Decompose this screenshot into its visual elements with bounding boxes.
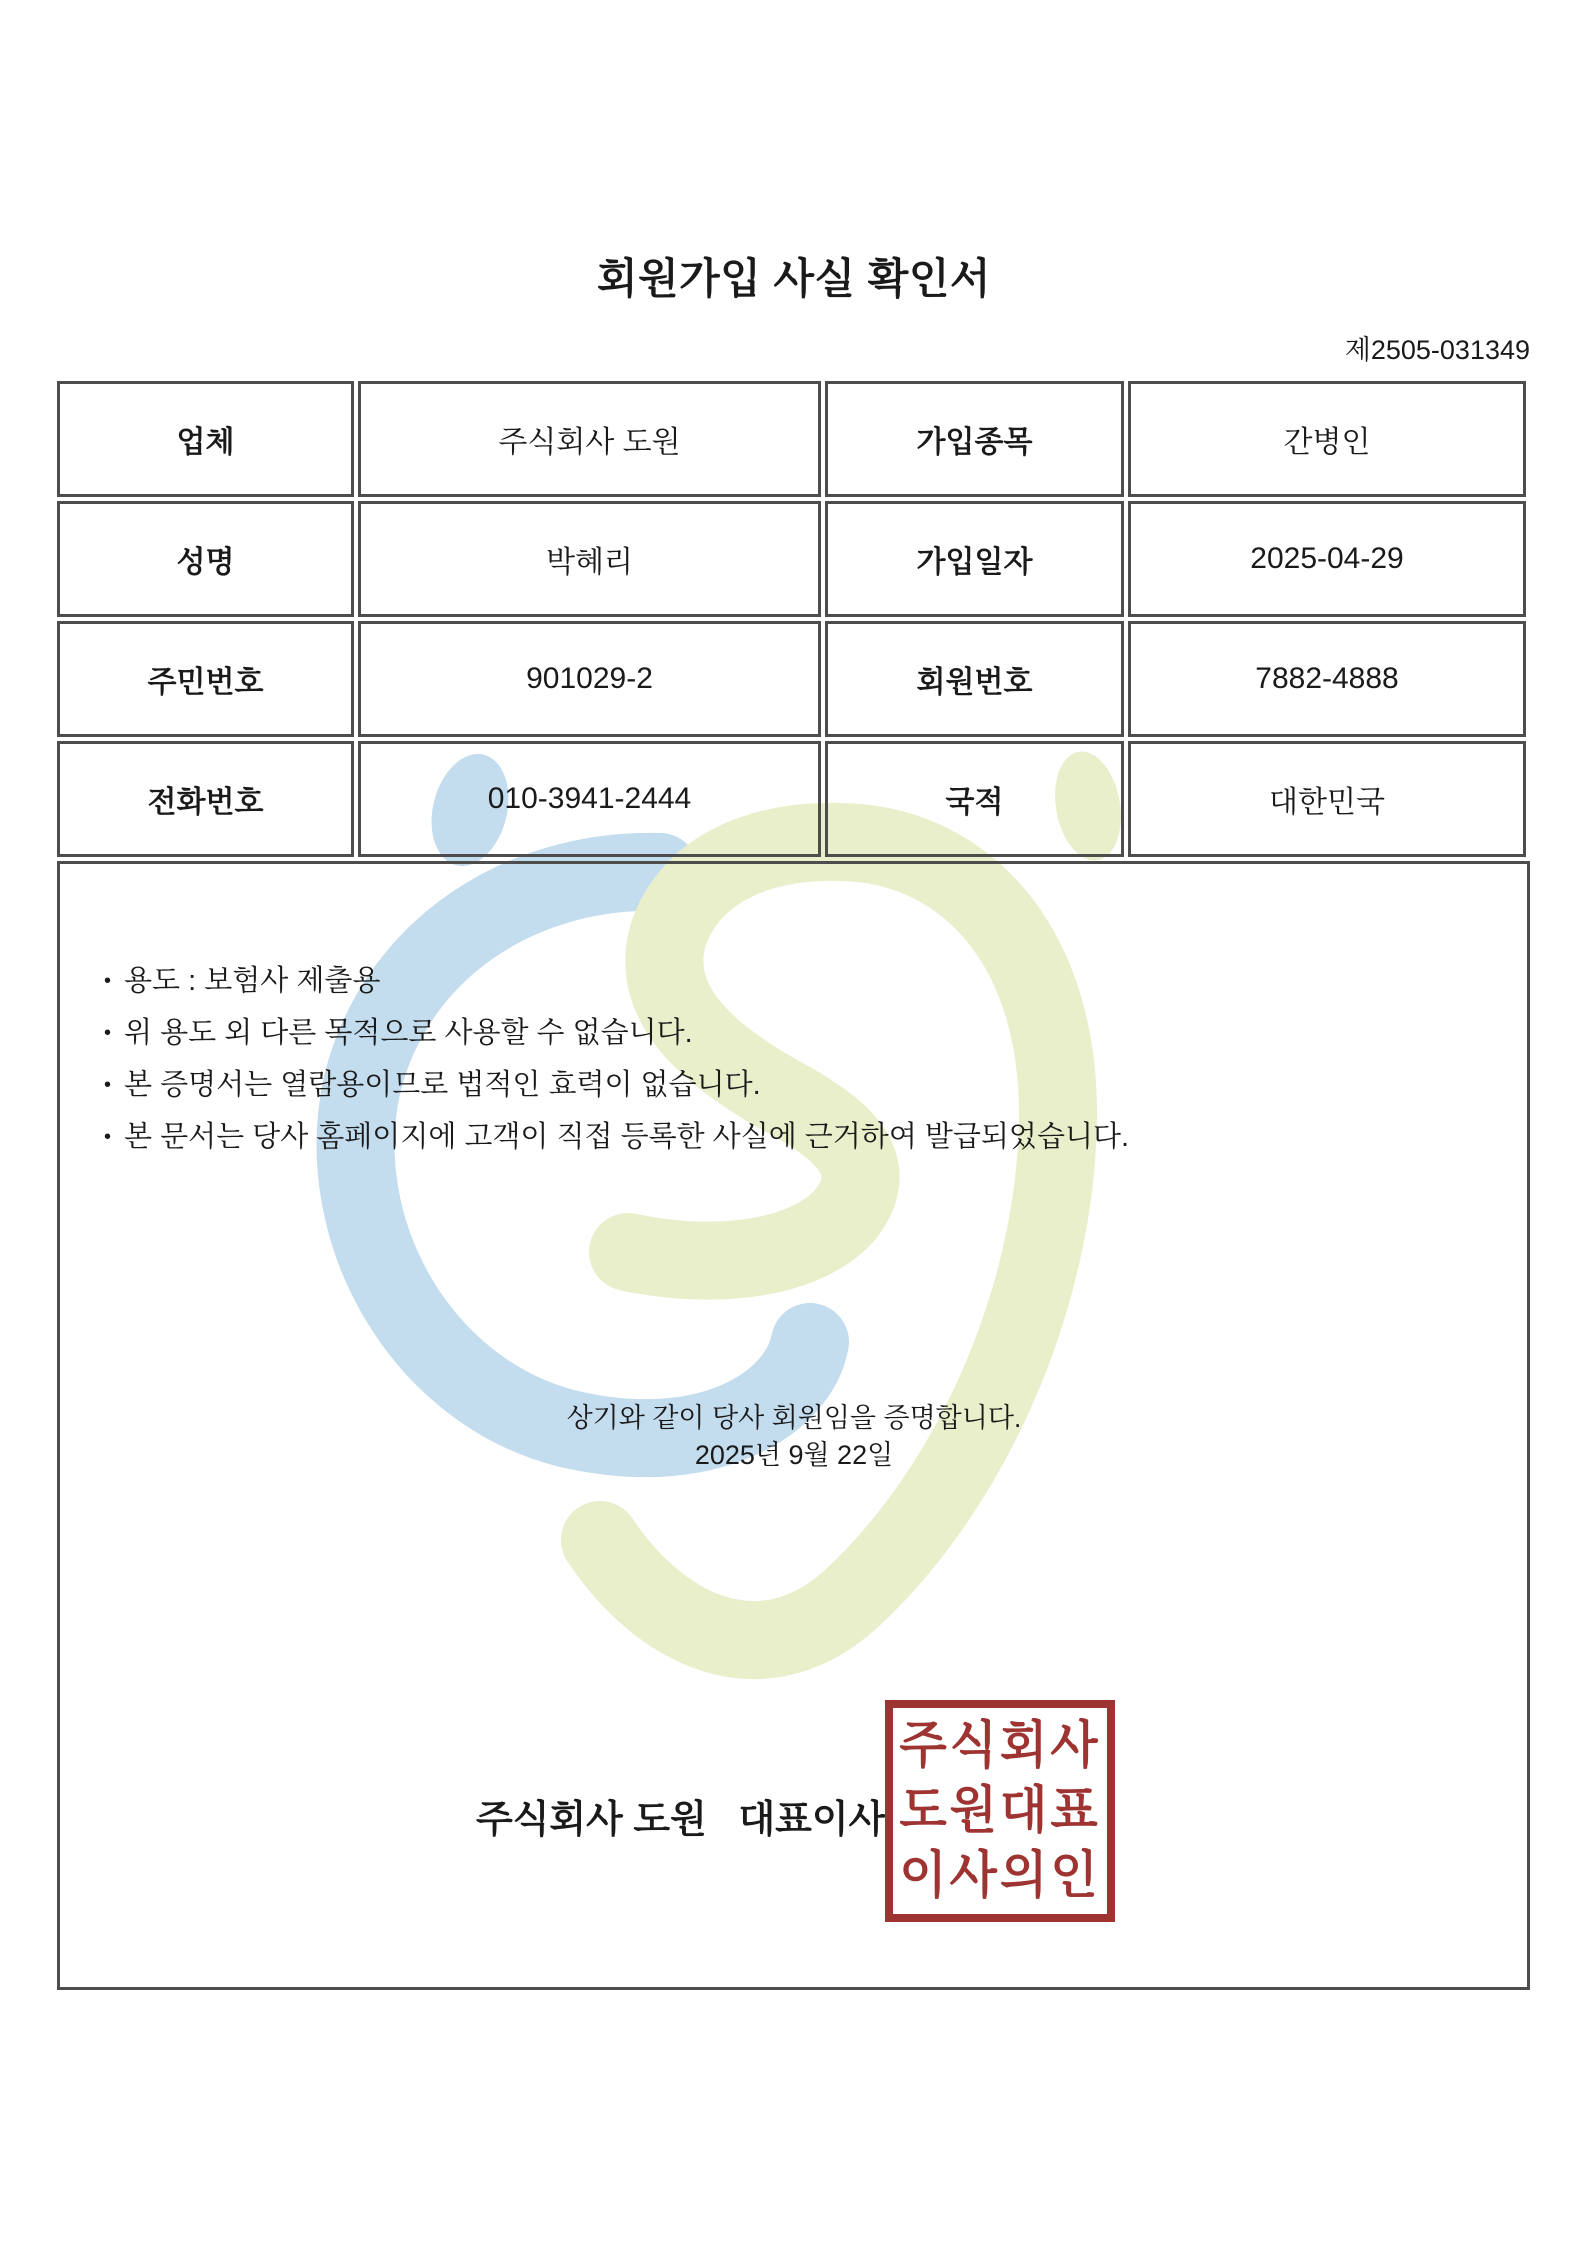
company-signature: 주식회사 도원 대표이사 bbox=[476, 1799, 886, 1841]
bullet-icon: • bbox=[104, 1074, 112, 1096]
label-join-date: 가입일자 bbox=[825, 501, 1124, 617]
member-info-table bbox=[53, 377, 1530, 861]
corporate-seal-stamp bbox=[885, 1700, 1115, 1922]
stamp-text-row: 도원대표 bbox=[899, 1782, 1101, 1839]
note-text: 용도 : 보험사 제출용 bbox=[124, 965, 381, 997]
bullet-icon: • bbox=[104, 1126, 112, 1148]
list-item bbox=[104, 1111, 1129, 1163]
label-name: 성명 bbox=[57, 501, 354, 617]
label-nationality: 국적 bbox=[825, 741, 1124, 857]
label-membership-type: 가입종목 bbox=[825, 381, 1124, 497]
certification-line: 상기와 같이 당사 회원임을 증명합니다. bbox=[566, 1403, 1022, 1433]
note-text: 본 문서는 당사 홈페이지에 고객이 직접 등록한 사실에 근거하여 발급되었습니다. bbox=[124, 1121, 1130, 1153]
certification-statement bbox=[0, 1400, 1588, 1474]
value-name: 박혜리 bbox=[358, 501, 821, 617]
list-item bbox=[104, 955, 1129, 1007]
value-company: 주식회사 도원 bbox=[358, 381, 821, 497]
note-text: 본 증명서는 열람용이므로 법적인 효력이 없습니다. bbox=[124, 1069, 761, 1101]
certification-date: 2025년 9월 22일 bbox=[694, 1440, 894, 1470]
table-row bbox=[57, 381, 1526, 497]
bullet-icon: • bbox=[104, 1022, 112, 1044]
label-phone-number: 전화번호 bbox=[57, 741, 354, 857]
value-resident-number: 901029-2 bbox=[358, 621, 821, 737]
document-number: 제2505-031349 bbox=[1344, 335, 1530, 365]
list-item bbox=[104, 1059, 1129, 1111]
value-nationality: 대한민국 bbox=[1128, 741, 1526, 857]
table-row bbox=[57, 741, 1526, 857]
value-join-date: 2025-04-29 bbox=[1128, 501, 1526, 617]
stamp-text-row: 이사의인 bbox=[899, 1847, 1101, 1904]
table-row bbox=[57, 621, 1526, 737]
list-item bbox=[104, 1007, 1129, 1059]
table-row bbox=[57, 501, 1526, 617]
value-member-number: 7882-4888 bbox=[1128, 621, 1526, 737]
label-member-number: 회원번호 bbox=[825, 621, 1124, 737]
page-title: 회원가입 사실 확인서 bbox=[597, 255, 991, 302]
stamp-text-row: 주식회사 bbox=[899, 1717, 1101, 1774]
bullet-icon: • bbox=[104, 970, 112, 992]
note-text: 위 용도 외 다른 목적으로 사용할 수 없습니다. bbox=[124, 1017, 693, 1049]
value-membership-type: 간병인 bbox=[1128, 381, 1526, 497]
notes-list bbox=[104, 955, 1129, 1163]
label-company: 업체 bbox=[57, 381, 354, 497]
label-resident-number: 주민번호 bbox=[57, 621, 354, 737]
value-phone-number: 010-3941-2444 bbox=[358, 741, 821, 857]
